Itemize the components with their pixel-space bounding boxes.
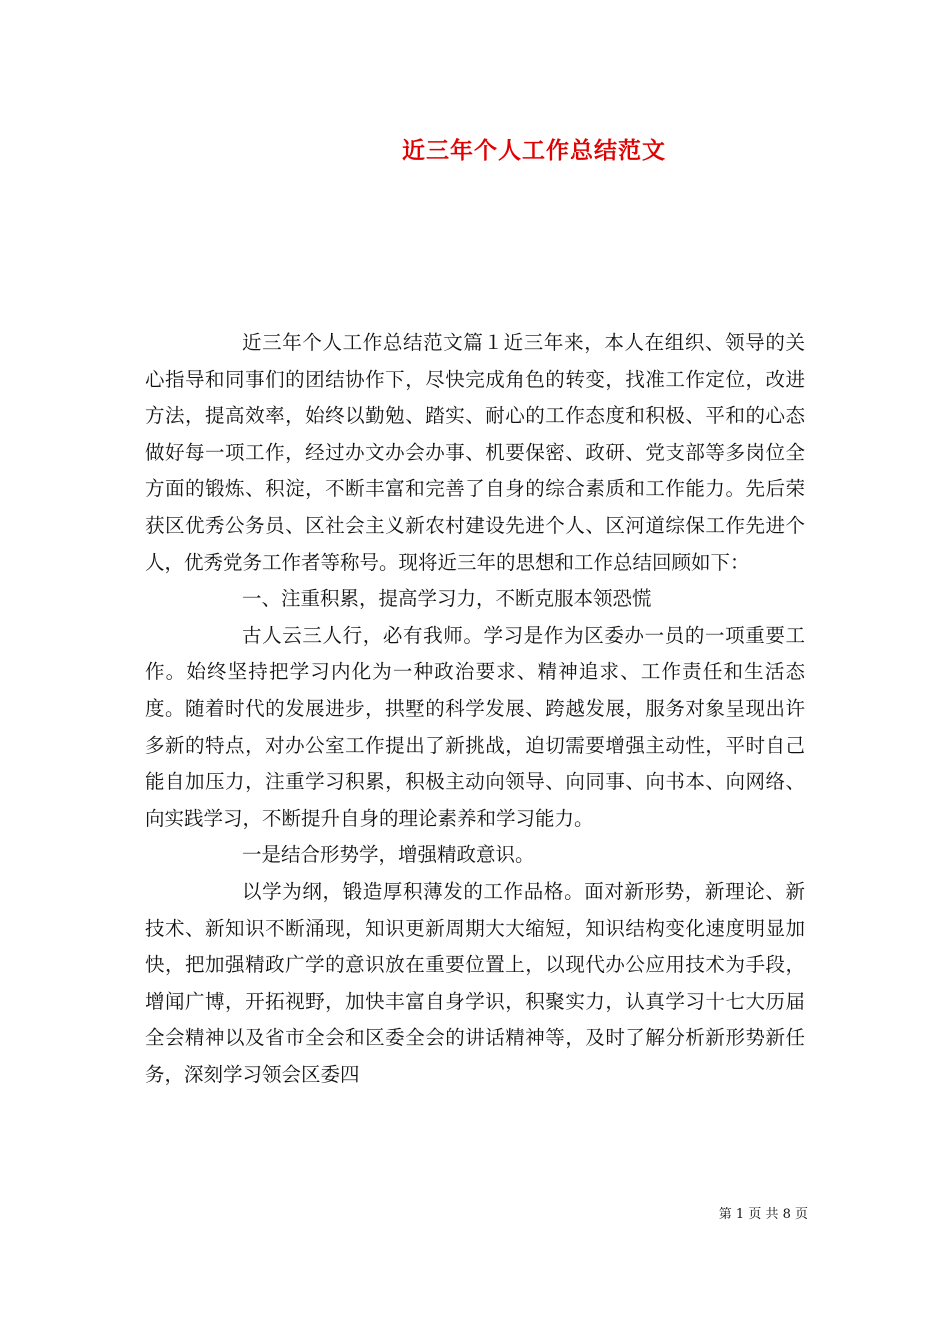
subheading-1: 一是结合形势学，增强精政意识。 [242,843,535,867]
section-heading-1: 一、注重积累，提高学习力，不断克服本领恐慌 [242,587,652,611]
page-title: 近三年个人工作总结范文 [402,137,666,164]
paragraph-learning: 古人云三人行，必有我师。学习是作为区委办一员的一项重要工作。始终坚持把学习内化为一种政治要求、精神追求、工作责任和生活态度。随着时代的发展进步，拱墅的科学发展、跨越发展，服务对象呈现出许多新的特点，对办公室工作提出了新挑战，迫切需要增强主动性，平时自己能自加压力，注重学习积累，积极主动向领导、向同事、向书本、向网络、向实践学习，不断提升自身的理论素养和学习能力。 [145,623,805,830]
document-body [145,325,805,1093]
paragraph-study: 以学为纲，锻造厚积薄发的工作品格。面对新形势，新理论、新技术、新知识不断涌现，知识更新周期大大缩短，知识结构变化速度明显加快，把加强精政广学的意识放在重要位置上，以现代办公应用技术为手段，增闻广博，开拓视野，加快丰富自身学识，积聚实力，认真学习十七大历届全会精神以及省市全会和区委全会的讲话精神等，及时了解分析新形势新任务，深刻学习领会区委四 [145,879,805,1086]
page-number-footer: 第 1 页 共 8 页 [718,1207,808,1222]
paragraph-intro: 近三年个人工作总结范文篇１近三年来，本人在组织、领导的关心指导和同事们的团结协作下，尽快完成角色的转变，找准工作定位，改进方法，提高效率，始终以勤勉、踏实、耐心的工作态度和积极、平和的心态做好每一项工作，经过办文办会办事、机要保密、政研、党支部等多岗位全方面的锻炼、积淀，不断丰富和完善了自身的综合素质和工作能力。先后荣获区优秀公务员、区社会主义新农村建设先进个人、区河道综保工作先进个人，优秀党务工作者等称号。现将近三年的思想和工作总结回顾如下： [145,331,805,574]
